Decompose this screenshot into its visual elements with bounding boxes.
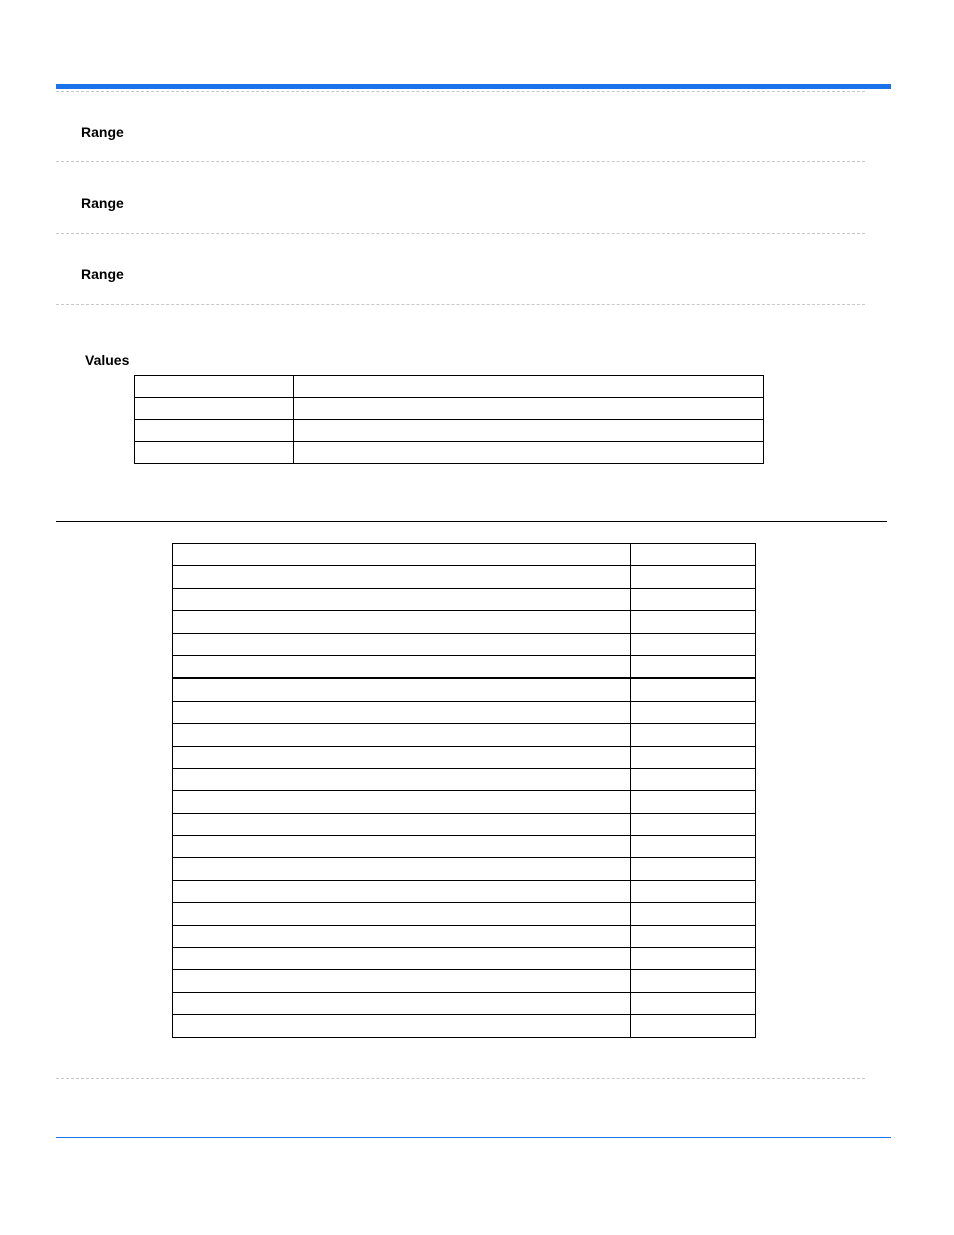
table-cell — [173, 992, 631, 1014]
table-row — [173, 588, 756, 610]
header-accent-bar — [56, 84, 891, 89]
table-cell — [631, 701, 756, 723]
main-table — [172, 543, 756, 1038]
table-row — [173, 678, 756, 701]
table-cell — [173, 880, 631, 902]
table-row — [173, 1015, 756, 1037]
table-cell — [631, 588, 756, 610]
table-row — [173, 746, 756, 768]
table-row — [173, 992, 756, 1014]
table-row — [173, 566, 756, 588]
values-table — [134, 375, 764, 464]
table-cell — [294, 398, 764, 420]
table-cell — [173, 633, 631, 655]
table-row — [173, 880, 756, 902]
table-cell — [173, 544, 631, 566]
table-row — [173, 791, 756, 813]
table-row — [135, 420, 764, 442]
table-cell — [135, 398, 294, 420]
footer-rule — [56, 1137, 891, 1138]
table-cell — [294, 442, 764, 464]
table-row — [173, 948, 756, 970]
table-cell — [135, 420, 294, 442]
table-cell — [173, 588, 631, 610]
table-cell — [631, 768, 756, 790]
table-row — [173, 724, 756, 746]
header-dashed-rule — [56, 91, 865, 92]
table-cell — [631, 903, 756, 925]
table-cell — [631, 970, 756, 992]
table-cell — [135, 376, 294, 398]
values-heading: Values — [85, 352, 130, 368]
table-cell — [631, 948, 756, 970]
table-cell — [631, 611, 756, 633]
table-cell — [294, 420, 764, 442]
table-cell — [173, 903, 631, 925]
dashed-separator-1 — [56, 161, 865, 162]
table-cell — [173, 768, 631, 790]
table-cell — [173, 655, 631, 678]
table-cell — [631, 633, 756, 655]
table-row — [173, 633, 756, 655]
section-rule — [56, 521, 887, 522]
table-row — [135, 398, 764, 420]
table-row — [135, 442, 764, 464]
dashed-separator-2 — [56, 233, 865, 234]
table-row — [173, 611, 756, 633]
table-row — [173, 970, 756, 992]
table-cell — [631, 791, 756, 813]
table-cell — [631, 858, 756, 880]
table-cell — [294, 376, 764, 398]
table-cell — [173, 948, 631, 970]
table-cell — [173, 858, 631, 880]
table-cell — [631, 992, 756, 1014]
table-cell — [173, 678, 631, 701]
table-cell — [631, 746, 756, 768]
table-cell — [173, 925, 631, 947]
table-cell — [173, 611, 631, 633]
table-cell — [631, 724, 756, 746]
table-cell — [173, 724, 631, 746]
table-row — [173, 836, 756, 858]
table-cell — [631, 544, 756, 566]
table-cell — [173, 791, 631, 813]
dashed-separator-4 — [56, 1078, 865, 1079]
table-row — [173, 858, 756, 880]
range-label-3: Range — [81, 266, 124, 282]
table-cell — [631, 813, 756, 835]
table-cell — [631, 566, 756, 588]
table-row — [173, 544, 756, 566]
table-cell — [631, 836, 756, 858]
table-cell — [631, 880, 756, 902]
table-cell — [631, 655, 756, 678]
table-row — [173, 903, 756, 925]
table-row — [173, 701, 756, 723]
table-cell — [173, 1015, 631, 1037]
table-row — [135, 376, 764, 398]
table-cell — [631, 925, 756, 947]
range-label-1: Range — [81, 124, 124, 140]
table-cell — [173, 566, 631, 588]
table-cell — [135, 442, 294, 464]
dashed-separator-3 — [56, 304, 865, 305]
table-cell — [173, 813, 631, 835]
table-cell — [173, 701, 631, 723]
table-row — [173, 813, 756, 835]
table-row — [173, 768, 756, 790]
table-cell — [173, 746, 631, 768]
range-label-2: Range — [81, 195, 124, 211]
table-cell — [631, 678, 756, 701]
table-cell — [631, 1015, 756, 1037]
table-row — [173, 925, 756, 947]
table-cell — [173, 836, 631, 858]
table-row — [173, 655, 756, 678]
table-cell — [173, 970, 631, 992]
